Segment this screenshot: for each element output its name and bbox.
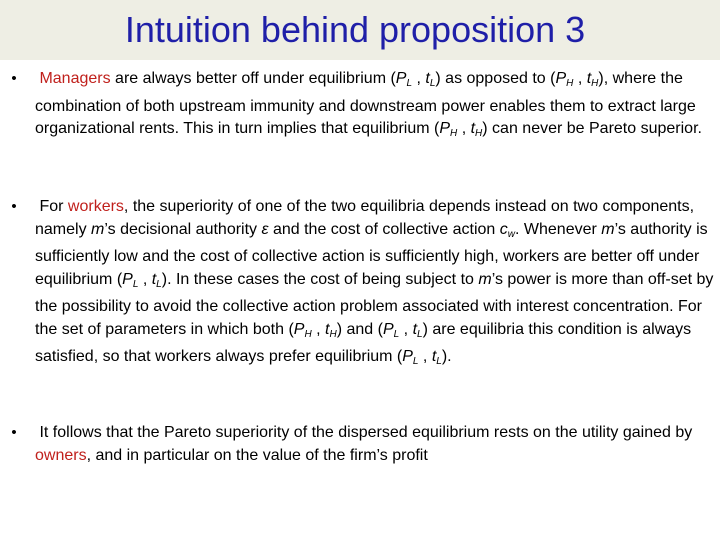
text-segment: , (311, 320, 326, 338)
text-segment: ’s power is more than off-set by the possibility to avoid the collective action problem associated with interest concentration. For the set of parameters in which both ( (35, 270, 714, 338)
math-subscript: H (329, 328, 337, 340)
text-segment: ). In these cases the cost of being subject to (161, 270, 479, 288)
math-subscript: L (436, 356, 442, 367)
bullet-marker: • (11, 424, 17, 441)
keyword-managers: Managers (39, 70, 111, 87)
math-symbol: t (431, 348, 437, 365)
bullet-marker: • (11, 70, 17, 87)
math-symbol: t (425, 70, 430, 87)
text-segment: , (399, 320, 413, 338)
text-segment: For (39, 198, 68, 215)
math-symbol: P (402, 348, 413, 365)
text-segment: , the superiority of one of the two equilibria depends instead on two components, namely (35, 198, 695, 238)
text-segment: , (457, 120, 471, 137)
text-segment: and the cost of collective action (268, 220, 500, 238)
keyword-owners: owners (35, 446, 87, 464)
math-subscript: H (475, 128, 483, 139)
text-segment: , (418, 348, 432, 365)
math-symbol: t (325, 320, 330, 338)
text-segment: , (138, 270, 152, 288)
math-subscript: L (393, 328, 400, 340)
math-symbol: c (499, 220, 508, 238)
math-symbol: t (586, 70, 592, 87)
bullet-marker: • (11, 198, 17, 215)
math-symbol: P (293, 320, 305, 338)
text-segment: It follows that the Pareto superiority of the dispersed equilibrium rests on the utility gained by (39, 424, 693, 441)
math-symbol: m (601, 220, 615, 238)
math-subscript: L (132, 278, 139, 290)
text-segment: ’s decisional authority (104, 220, 262, 238)
math-subscript: L (417, 328, 423, 340)
text-segment: ) are equilibria this condition is always satisfied, so that workers always prefer equilibrium ( (35, 320, 692, 365)
text-segment: ), where the combination of both upstream immunity and downstream power enables them to extract large organizational rents. This in turn implies that equilibrium ( (35, 70, 696, 137)
text-segment: ’s authority is sufficiently low and the cost of collective action is sufficiently high, workers are better off under equilibrium ( (35, 220, 708, 288)
keyword-workers: workers (67, 198, 124, 215)
math-subscript: L (429, 78, 436, 89)
math-symbol: t (470, 120, 476, 137)
math-subscript: L (156, 278, 162, 290)
text-segment: , (573, 70, 587, 87)
math-symbol: P (555, 70, 567, 87)
math-symbol: m (91, 220, 105, 238)
math-symbol: P (395, 70, 407, 87)
text-segment: ) can never be Pareto superior. (482, 120, 702, 137)
text-segment: are always better off under equilibrium ( (110, 70, 396, 87)
math-symbol: P (122, 270, 133, 288)
bullet-text (35, 196, 720, 374)
text-segment: . Whenever (515, 220, 602, 238)
math-subscript: w (507, 228, 515, 240)
math-symbol: P (439, 120, 451, 137)
math-symbol: t (412, 320, 418, 338)
math-symbol: t (151, 270, 157, 288)
text-segment: ). (441, 348, 452, 365)
math-subscript: L (412, 356, 419, 367)
math-subscript: H (304, 328, 312, 340)
text-segment: , (412, 70, 426, 87)
math-subscript: H (591, 78, 599, 89)
math-subscript: L (406, 78, 413, 89)
text-segment: ) as opposed to ( (435, 70, 556, 87)
math-symbol: ε (261, 220, 269, 238)
bullet-text (35, 422, 720, 467)
text-segment: , and in particular on the value of the firm’s profit (86, 446, 428, 464)
text-segment: ) and ( (336, 320, 383, 338)
bullet-text (35, 68, 720, 146)
math-symbol: P (382, 320, 394, 338)
slide-title: Intuition behind proposition 3 (124, 9, 586, 50)
math-subscript: H (450, 128, 458, 139)
math-symbol: m (478, 270, 492, 288)
math-subscript: H (566, 78, 574, 89)
